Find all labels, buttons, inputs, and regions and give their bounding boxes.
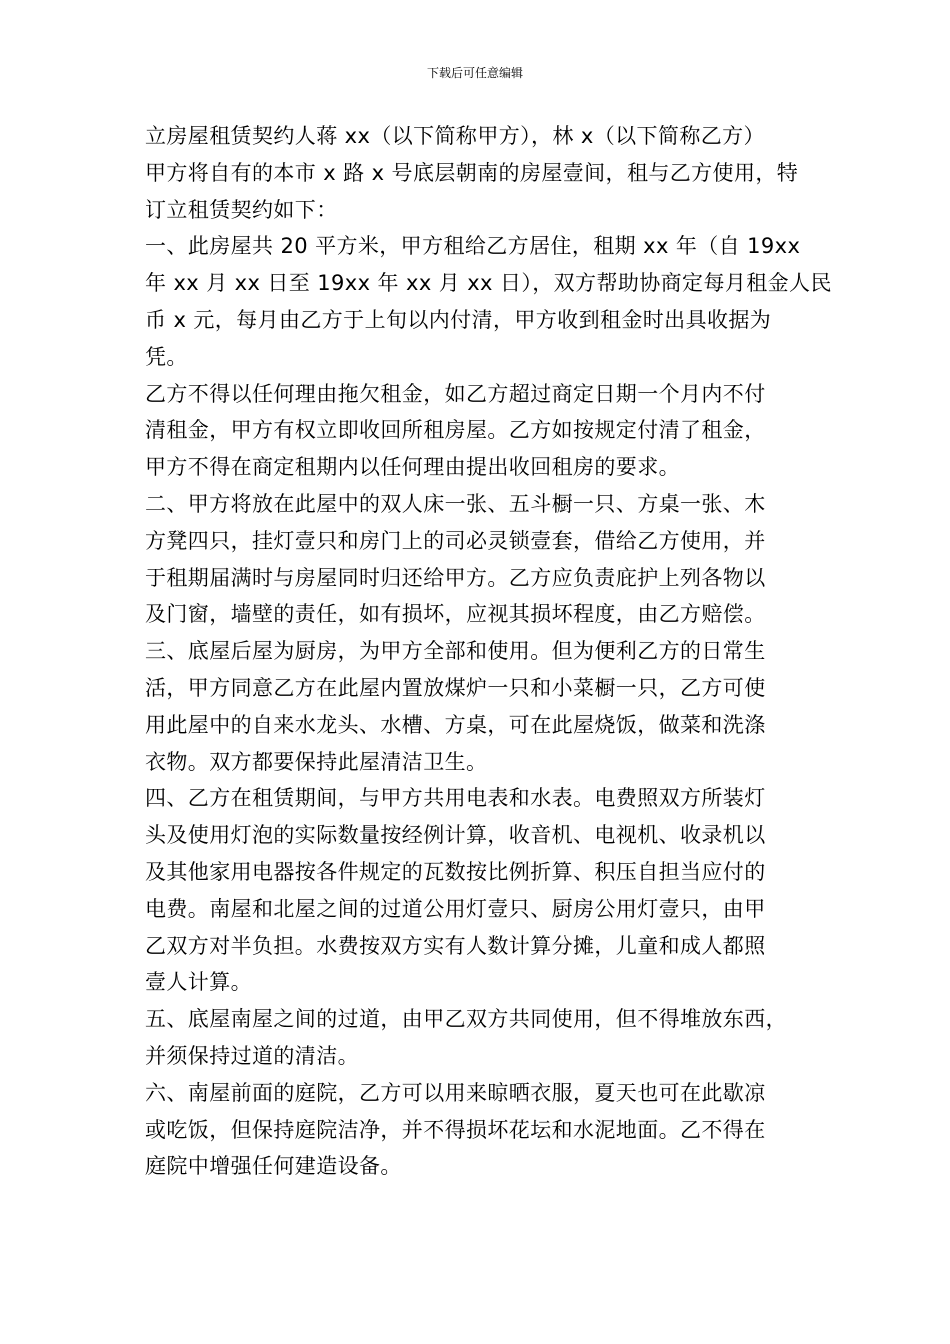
body-line: 一、此房屋共 20 平方米，甲方租给乙方居住，租期 xx 年（自 19xx (145, 234, 801, 259)
page-header: 下载后可任意编辑 (426, 66, 523, 80)
body-line: 并须保持过道的清洁。 (145, 1043, 359, 1068)
body-line: 立房屋租赁契约人蒋 xx（以下简称甲方），林 x（以下简称乙方） (145, 124, 765, 148)
body-line: 甲方将自有的本市 x 路 x 号底层朝南的房屋壹间，租与乙方使用，特 (145, 160, 799, 185)
body-line: 五、底屋南屋之间的过道，由甲乙双方共同使用，但不得堆放东西， (145, 1007, 787, 1032)
body-line: 于租期届满时与房屋同时归还给甲方。乙方应负责庇护上列各物以 (145, 565, 766, 590)
body-line: 三、底屋后屋为厨房，为甲方全部和使用。但为便利乙方的日常生 (145, 639, 766, 664)
body-line: 乙双方对半负担。水费按双方实有人数计算分摊，儿童和成人都照 (145, 933, 766, 958)
body-line: 方凳四只，挂灯壹只和房门上的司必灵锁壹套，借给乙方使用，并 (145, 528, 766, 553)
body-line: 二、甲方将放在此屋中的双人床一张、五斗橱一只、方桌一张、木 (145, 491, 766, 516)
body-line: 及门窗，墙壁的责任，如有损坏，应视其损坏程度，由乙方赔偿。 (145, 602, 766, 627)
body-line: 四、乙方在租赁期间，与甲方共用电表和水表。电费照双方所装灯 (145, 786, 766, 811)
body-line: 庭院中增强任何建造设备。 (145, 1154, 402, 1179)
body-line: 头及使用灯泡的实际数量按经例计算，收音机、电视机、收录机以 (145, 823, 766, 848)
body-line: 活，甲方同意乙方在此屋内置放煤炉一只和小菜橱一只，乙方可使 (145, 675, 766, 700)
body-line: 用此屋中的自来水龙头、水槽、方桌，可在此屋烧饭，做菜和洗涤 (145, 712, 766, 737)
body-line: 甲方不得在商定租期内以任何理由提出收回租房的要求。 (145, 455, 680, 480)
body-line: 及其他家用电器按各件规定的瓦数按比例折算、积压自担当应付的 (145, 859, 766, 884)
body-line: 年 xx 月 xx 日至 19xx 年 xx 月 xx 日），双方帮助协商定每月租金人民 (145, 271, 832, 296)
body-line: 订立租赁契约如下： (145, 197, 338, 222)
body-line: 乙方不得以任何理由拖欠租金，如乙方超过商定日期一个月内不付 (145, 381, 766, 406)
body-line: 壹人计算。 (145, 970, 252, 995)
body-line: 六、南屋前面的庭院，乙方可以用来晾晒衣服，夏天也可在此歇凉 (145, 1080, 766, 1105)
contract-body (145, 118, 832, 1185)
body-line: 电费。南屋和北屋之间的过道公用灯壹只、厨房公用灯壹只，由甲 (145, 896, 766, 921)
body-line: 凭。 (145, 344, 188, 369)
body-line: 或吃饭，但保持庭院洁净，并不得损坏花坛和水泥地面。乙不得在 (145, 1117, 766, 1142)
body-line: 衣物。双方都要保持此屋清洁卫生。 (145, 749, 488, 774)
body-line: 币 x 元，每月由乙方于上旬以内付清，甲方收到租金时出具收据为 (145, 307, 772, 332)
body-line: 清租金，甲方有权立即收回所租房屋。乙方如按规定付清了租金， (145, 418, 766, 443)
